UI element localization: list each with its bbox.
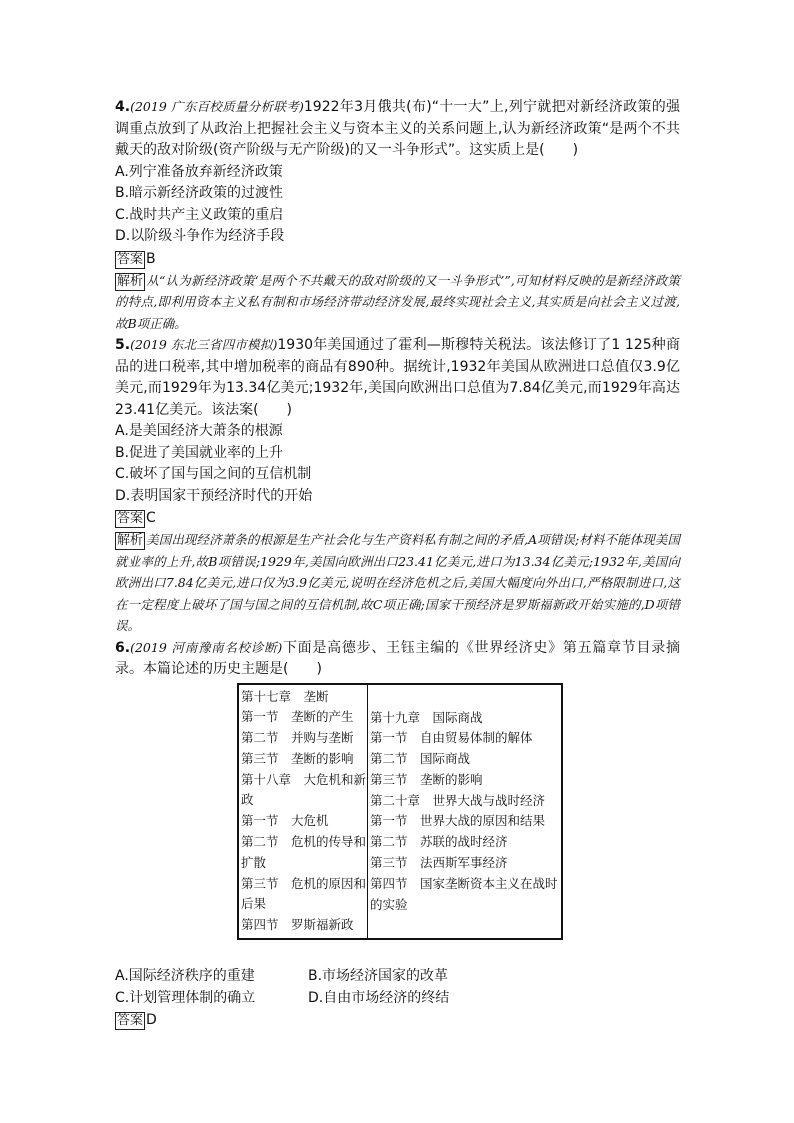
- options-row: [115, 988, 680, 1010]
- contents-entry: 第二节 国际商战: [370, 751, 471, 767]
- explanation-text: 从“认为新经济政策‘是两个不共戴天的敌对阶级的又一斗争形式’”,可知材料反映的是新经济政策的特点,即利用资本主义私有制和市场经济带动经济发展,最终实现社会主义,其实质是向社会主义过渡,故B项正确。: [115, 272, 680, 331]
- contents-entry: 第二节 危机的传导和扩散: [241, 834, 367, 870]
- answer-tag: 答案: [117, 251, 144, 267]
- option-b: B.市场经济国家的改革: [308, 968, 449, 985]
- contents-entry: 第二节 并购与垄断: [241, 730, 354, 746]
- option-c: C.破坏了国与国之间的互信机制: [115, 466, 312, 482]
- contents-entry: 第十九章 国际商战: [370, 709, 483, 725]
- contents-table: [237, 683, 563, 941]
- contents-entry: 第二十章 世界大战与战时经济: [370, 792, 546, 808]
- contents-entry: 第一节 自由贸易体制的解体: [370, 730, 533, 746]
- question-number: 4: [115, 99, 125, 115]
- question-text: 1922年3月俄共(布)“十一大”上,列宁就把对新经济政策的强调重点放到了从政治上把握社会主义与资本主义的关系问题上,认为新经济政策“是两个不共戴天的敌对阶级(资产阶级与无产阶级)的又一斗争形式”。这实质上是( ): [115, 99, 680, 158]
- answer-tag: 答案: [117, 511, 144, 526]
- contents-entry: 第二节 苏联的战时经济: [370, 834, 508, 850]
- contents-column-right: [368, 685, 560, 939]
- question-source: (2019 河南豫南名校诊断): [130, 639, 283, 655]
- option-a: A.是美国经济大萧条的根源: [115, 423, 283, 439]
- explanation: [115, 270, 680, 335]
- contents-entry: 第三节 危机的原因和后果: [241, 875, 367, 912]
- option-a: A.国际经济秩序的重建: [115, 968, 255, 985]
- options-row: [115, 966, 680, 988]
- option-d: D.以阶级斗争作为经济手段: [115, 228, 285, 244]
- contents-entry: 第三节 垄断的影响: [241, 750, 354, 766]
- question-6: [115, 637, 680, 1032]
- question-stem: 4.(2019 广东百校质量分析联考)1922年3月俄共(布)“十一大”上,列宁就把对新经济政策的强调重点放到了从政治上把握社会主义与资本主义的关系问题上,认为新经济政策“是两个不共戴天的敌对阶级(资产阶级与无产阶级)的又一斗争形式”。这实质上是( ): [115, 99, 680, 158]
- contents-entry: 第一节 垄断的产生: [241, 709, 354, 725]
- option-b: B.促进了美国就业率的上升: [115, 444, 284, 461]
- contents-entry: 第三节 垄断的影响: [370, 771, 483, 787]
- answer-line: [115, 248, 680, 270]
- answer-line: [115, 507, 680, 529]
- option-c: C.计划管理体制的确立: [115, 989, 256, 1006]
- answer-line: [115, 1009, 680, 1031]
- contents-entry: 第三节 法西斯军事经济: [370, 855, 508, 871]
- exam-page: [115, 96, 680, 1031]
- explanation-text: 美国出现经济萧条的根源是生产社会化与生产资料私有制之间的矛盾,A项错误;材料不能体现美国就业率的上升,故B项错误;1929年,美国向欧洲出口23.41亿美元,进口为13.34亿美元;1932年,美国向欧洲出口7.84亿美元,进口仅为3.9亿美元,说明在经济危机之后,美国大幅度向外出口,严格限制进口,这在一定程度上破坏了国与国之间的互信机制,故C项正确;国家干预经济是罗斯福新政开始实施的,D项错误。: [115, 532, 680, 633]
- explanation: [115, 529, 680, 637]
- contents-entry: 第一节 世界大战的原因和结果: [370, 813, 546, 829]
- answer-value: D: [146, 1012, 157, 1029]
- option-c: C.战时共产主义政策的重启: [115, 206, 284, 223]
- question-source: (2019 广东百校质量分析联考): [130, 99, 304, 114]
- contents-column-left: [239, 685, 368, 939]
- question-text: 下面是高德步、王钰主编的《世界经济史》第五篇章节目录摘录。本篇论述的历史主题是( ): [115, 639, 680, 677]
- option-b: B.暗示新经济政策的过渡性: [115, 185, 284, 201]
- explanation-tag: 解析: [117, 273, 144, 289]
- answer-value: C: [146, 510, 156, 526]
- question-stem: 6.(2019 河南豫南名校诊断)下面是高德步、王钰主编的《世界经济史》第五篇章节目录摘录。本篇论述的历史主题是( ): [115, 639, 680, 677]
- question-number: 6: [115, 639, 125, 656]
- question-5: [115, 334, 680, 637]
- explanation-tag: 解析: [117, 533, 144, 548]
- contents-entry: 第十七章 垄断: [241, 688, 329, 704]
- contents-entry: 第四节 罗斯福新政: [241, 917, 354, 933]
- option-a: A.列宁准备放弃新经济政策: [115, 163, 283, 180]
- question-source: (2019 东北三省四市模拟): [130, 337, 278, 352]
- option-d: D.自由市场经济的终结: [308, 989, 450, 1006]
- question-number: 5: [115, 337, 125, 353]
- contents-entry: 第四节 国家垄断资本主义在战时的实验: [370, 875, 558, 912]
- answer-tag: 答案: [117, 1013, 144, 1029]
- option-d: D.表明国家干预经济时代的开始: [115, 487, 313, 504]
- answer-value: B: [146, 250, 156, 267]
- question-stem: 5.(2019 东北三省四市模拟)1930年美国通过了霍利—斯穆特关税法。该法修订了1 125种商品的进口税率,其中增加税率的商品有890种。据统计,1932年美国从欧洲进口总值仅3.9亿美元,而1929年为13.34亿美元;1932年,美国向欧洲出口总值为7.84亿美元,而1929年高达23.41亿美元。该法案( ): [115, 337, 680, 418]
- contents-entry: 第一节 大危机: [241, 813, 329, 829]
- question-4: [115, 96, 680, 334]
- question-text: 1930年美国通过了霍利—斯穆特关税法。该法修订了1 125种商品的进口税率,其中增加税率的商品有890种。据统计,1932年美国从欧洲进口总值仅3.9亿美元,而1929年为13.34亿美元;1932年,美国向欧洲出口总值为7.84亿美元,而1929年高达23.41亿美元。该法案( ): [115, 337, 680, 418]
- contents-entry: 第十八章 大危机和新政: [241, 771, 367, 808]
